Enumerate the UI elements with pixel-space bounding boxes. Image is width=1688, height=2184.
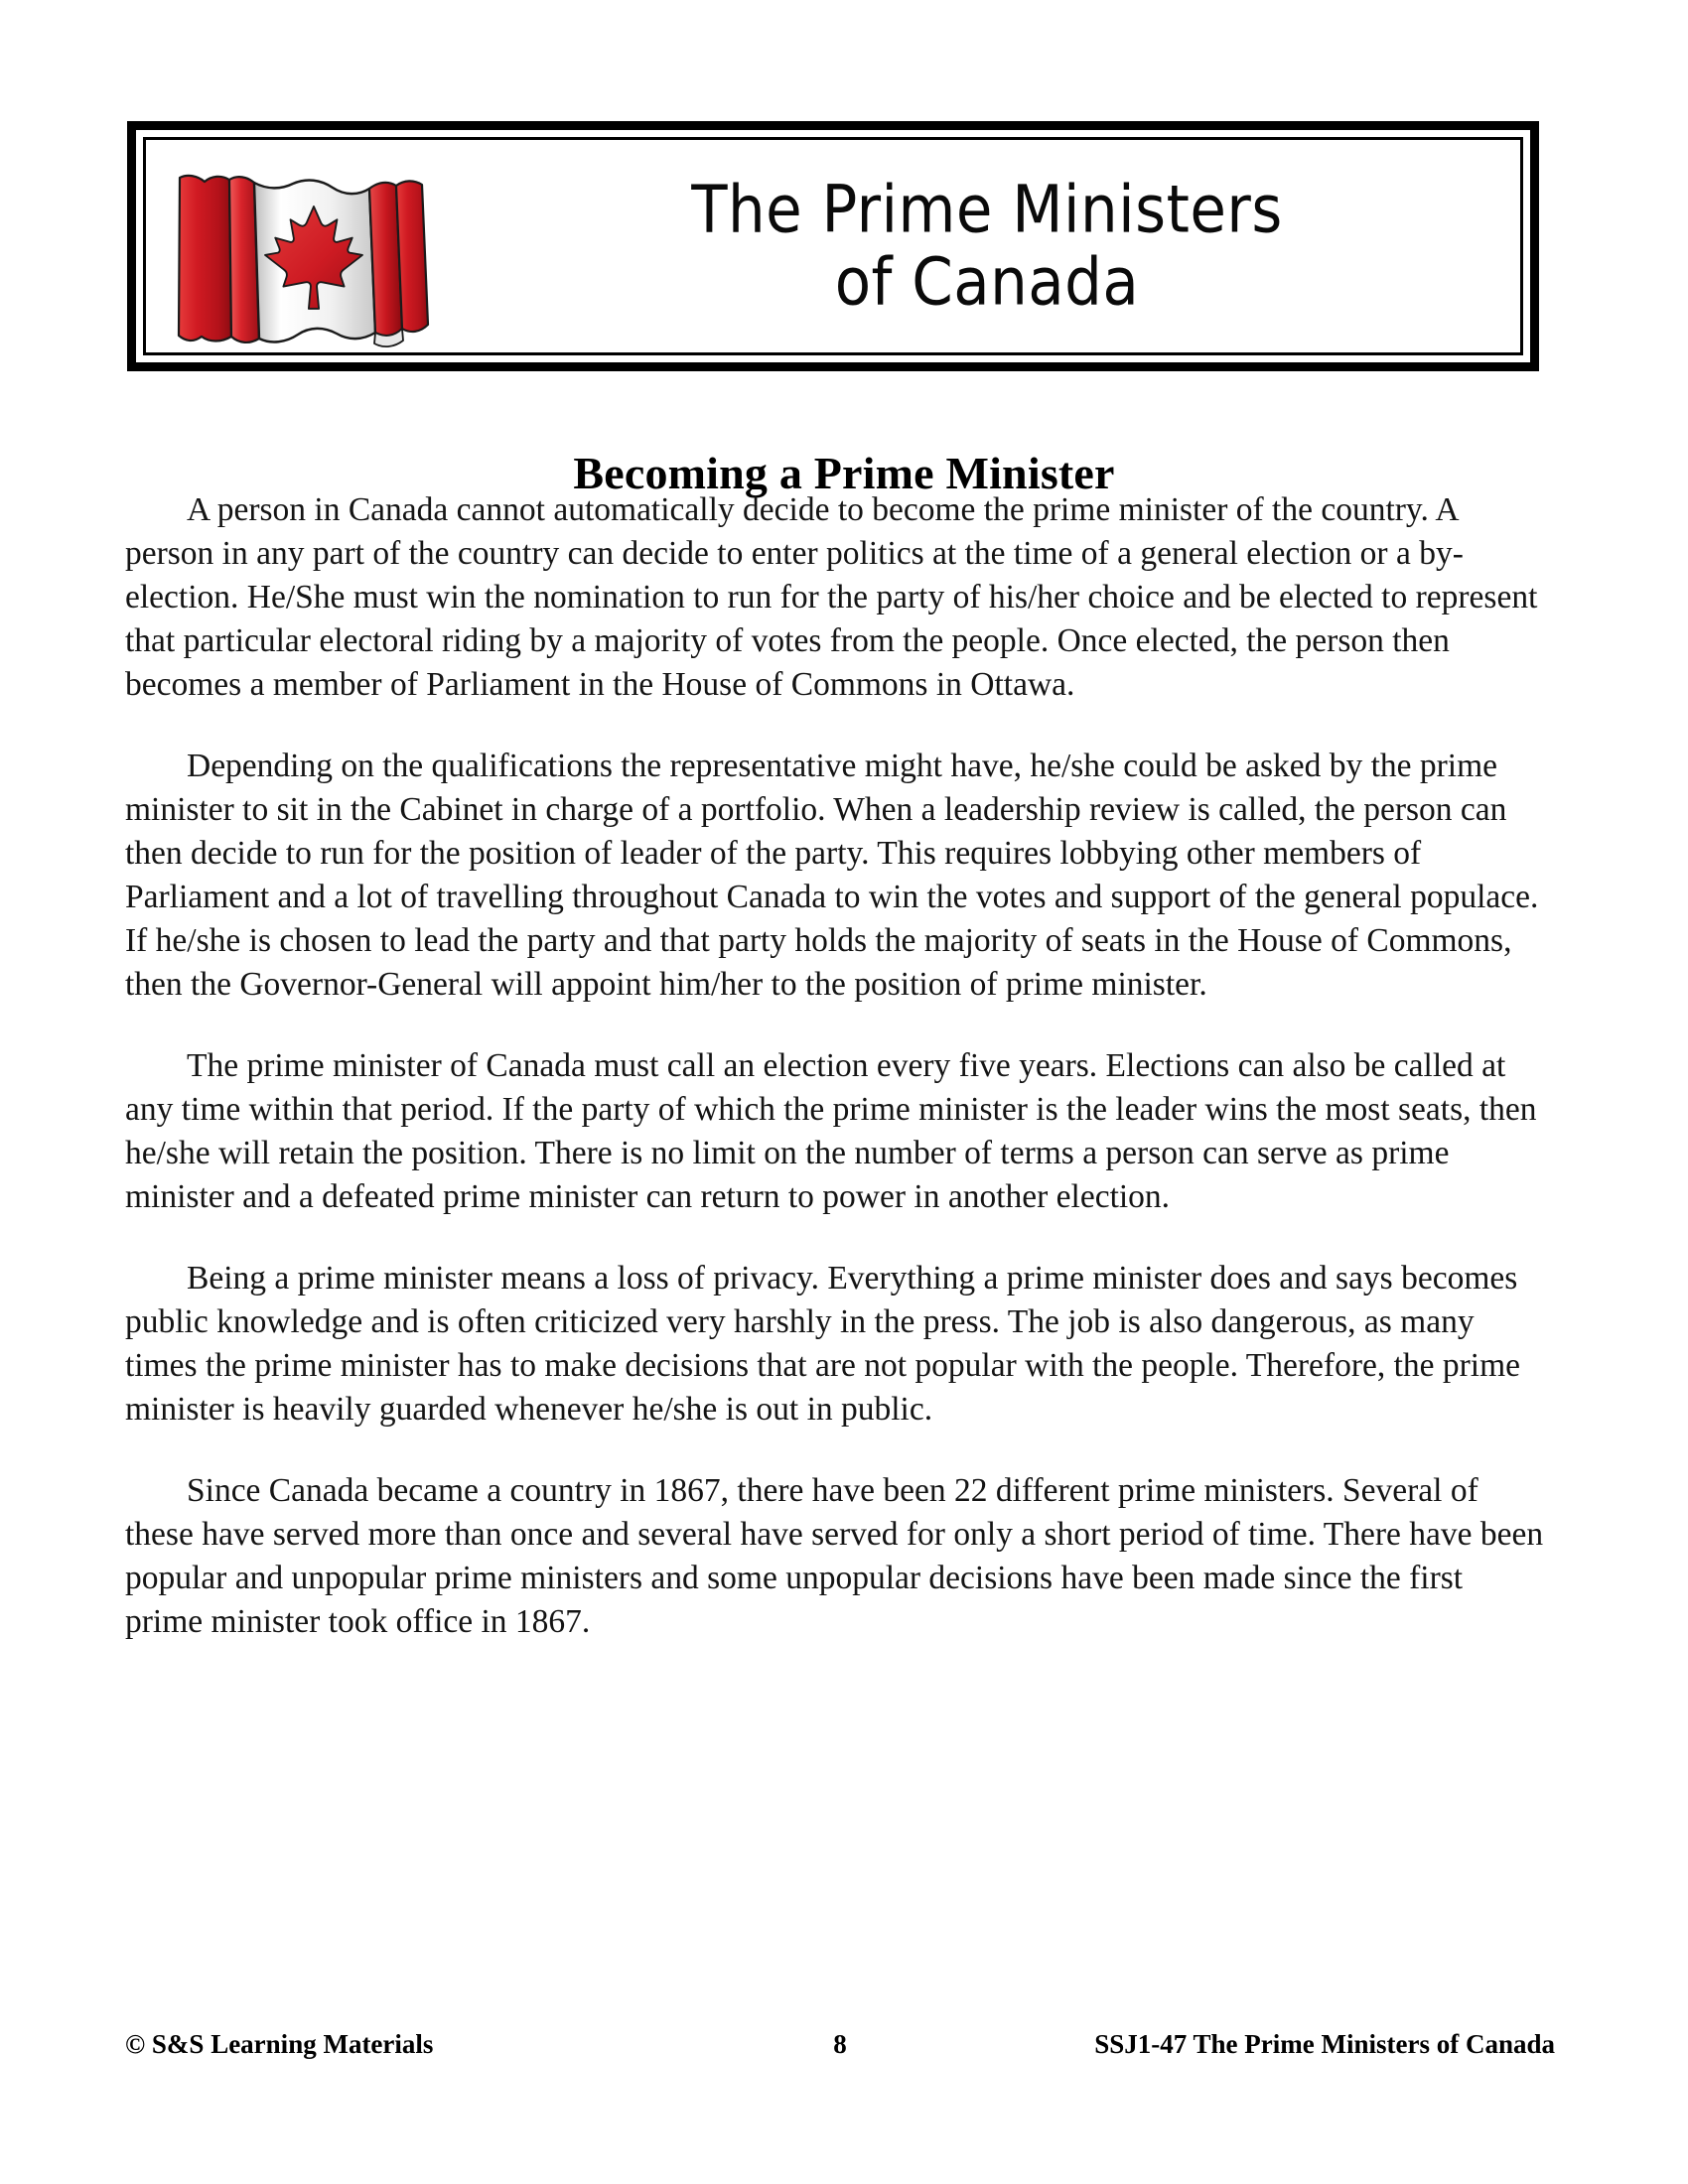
paragraph: Since Canada became a country in 1867, there have been 22 different prime ministers. Several of these have served more than once and several have served for only a short period of time. There have been popular and unpopular prime ministers and some unpopular decisions have been made since the first prime minister took office in 1867. xyxy=(125,1472,1544,1640)
footer-page-number: 8 xyxy=(833,2029,847,2059)
page-footer xyxy=(125,2029,1555,2069)
paragraph: The prime minister of Canada must call an election every five years. Elections can also be called at any time within that period. If the party of which the prime minister is the leader wins the most seats, then he/she will retain the position. There is no limit on the number of terms a person can serve as prime minister and a defeated prime minister can return to power in another election. xyxy=(125,1047,1537,1215)
paragraph: A person in Canada cannot automatically decide to become the prime minister of the country. A person in any part of the country can decide to enter politics at the time of a general election or a by-election. He/She must win the nomination to run for the party of his/her choice and be elected to represent that particular electoral riding by a majority of votes from the people. Once elected, the person then becomes a member of Parliament in the House of Commons in Ottawa. xyxy=(125,491,1538,703)
title-banner xyxy=(127,121,1539,371)
footer-title-reference: SSJ1-47 The Prime Ministers of Canada xyxy=(1094,2029,1555,2059)
title-banner-inner-border xyxy=(143,137,1523,355)
banner-title-line-1: The Prime Ministers xyxy=(691,171,1283,248)
footer-copyright: © S&S Learning Materials xyxy=(125,2029,434,2059)
banner-title-line-2: of Canada xyxy=(834,243,1140,320)
article-body xyxy=(125,488,1545,1644)
paragraph: Depending on the qualifications the representative might have, he/she could be asked by the prime minister to sit in the Cabinet in charge of a portfolio. When a leadership review is called, the person can then decide to run for the position of leader of the party. This requires lobbying other members of Parliament and a lot of travelling throughout Canada to win the votes and support of the general populace. If he/she is chosen to lead the party and that party holds the majority of seats in the House of Commons, then the Governor-General will appoint him/her to the position of prime minister. xyxy=(125,748,1539,1003)
canadian-flag-icon xyxy=(172,160,440,348)
paragraph: Being a prime minister means a loss of privacy. Everything a prime minister does and says becomes public knowledge and is often criticized very harshly in the press. The job is also dangerous, as many times the prime minister has to make decisions that are not popular with the people. Therefore, the prime minister is heavily guarded whenever he/she is out in public. xyxy=(125,1260,1521,1428)
section-heading: Becoming a Prime Minister xyxy=(573,448,1115,499)
banner-title xyxy=(474,171,1500,320)
